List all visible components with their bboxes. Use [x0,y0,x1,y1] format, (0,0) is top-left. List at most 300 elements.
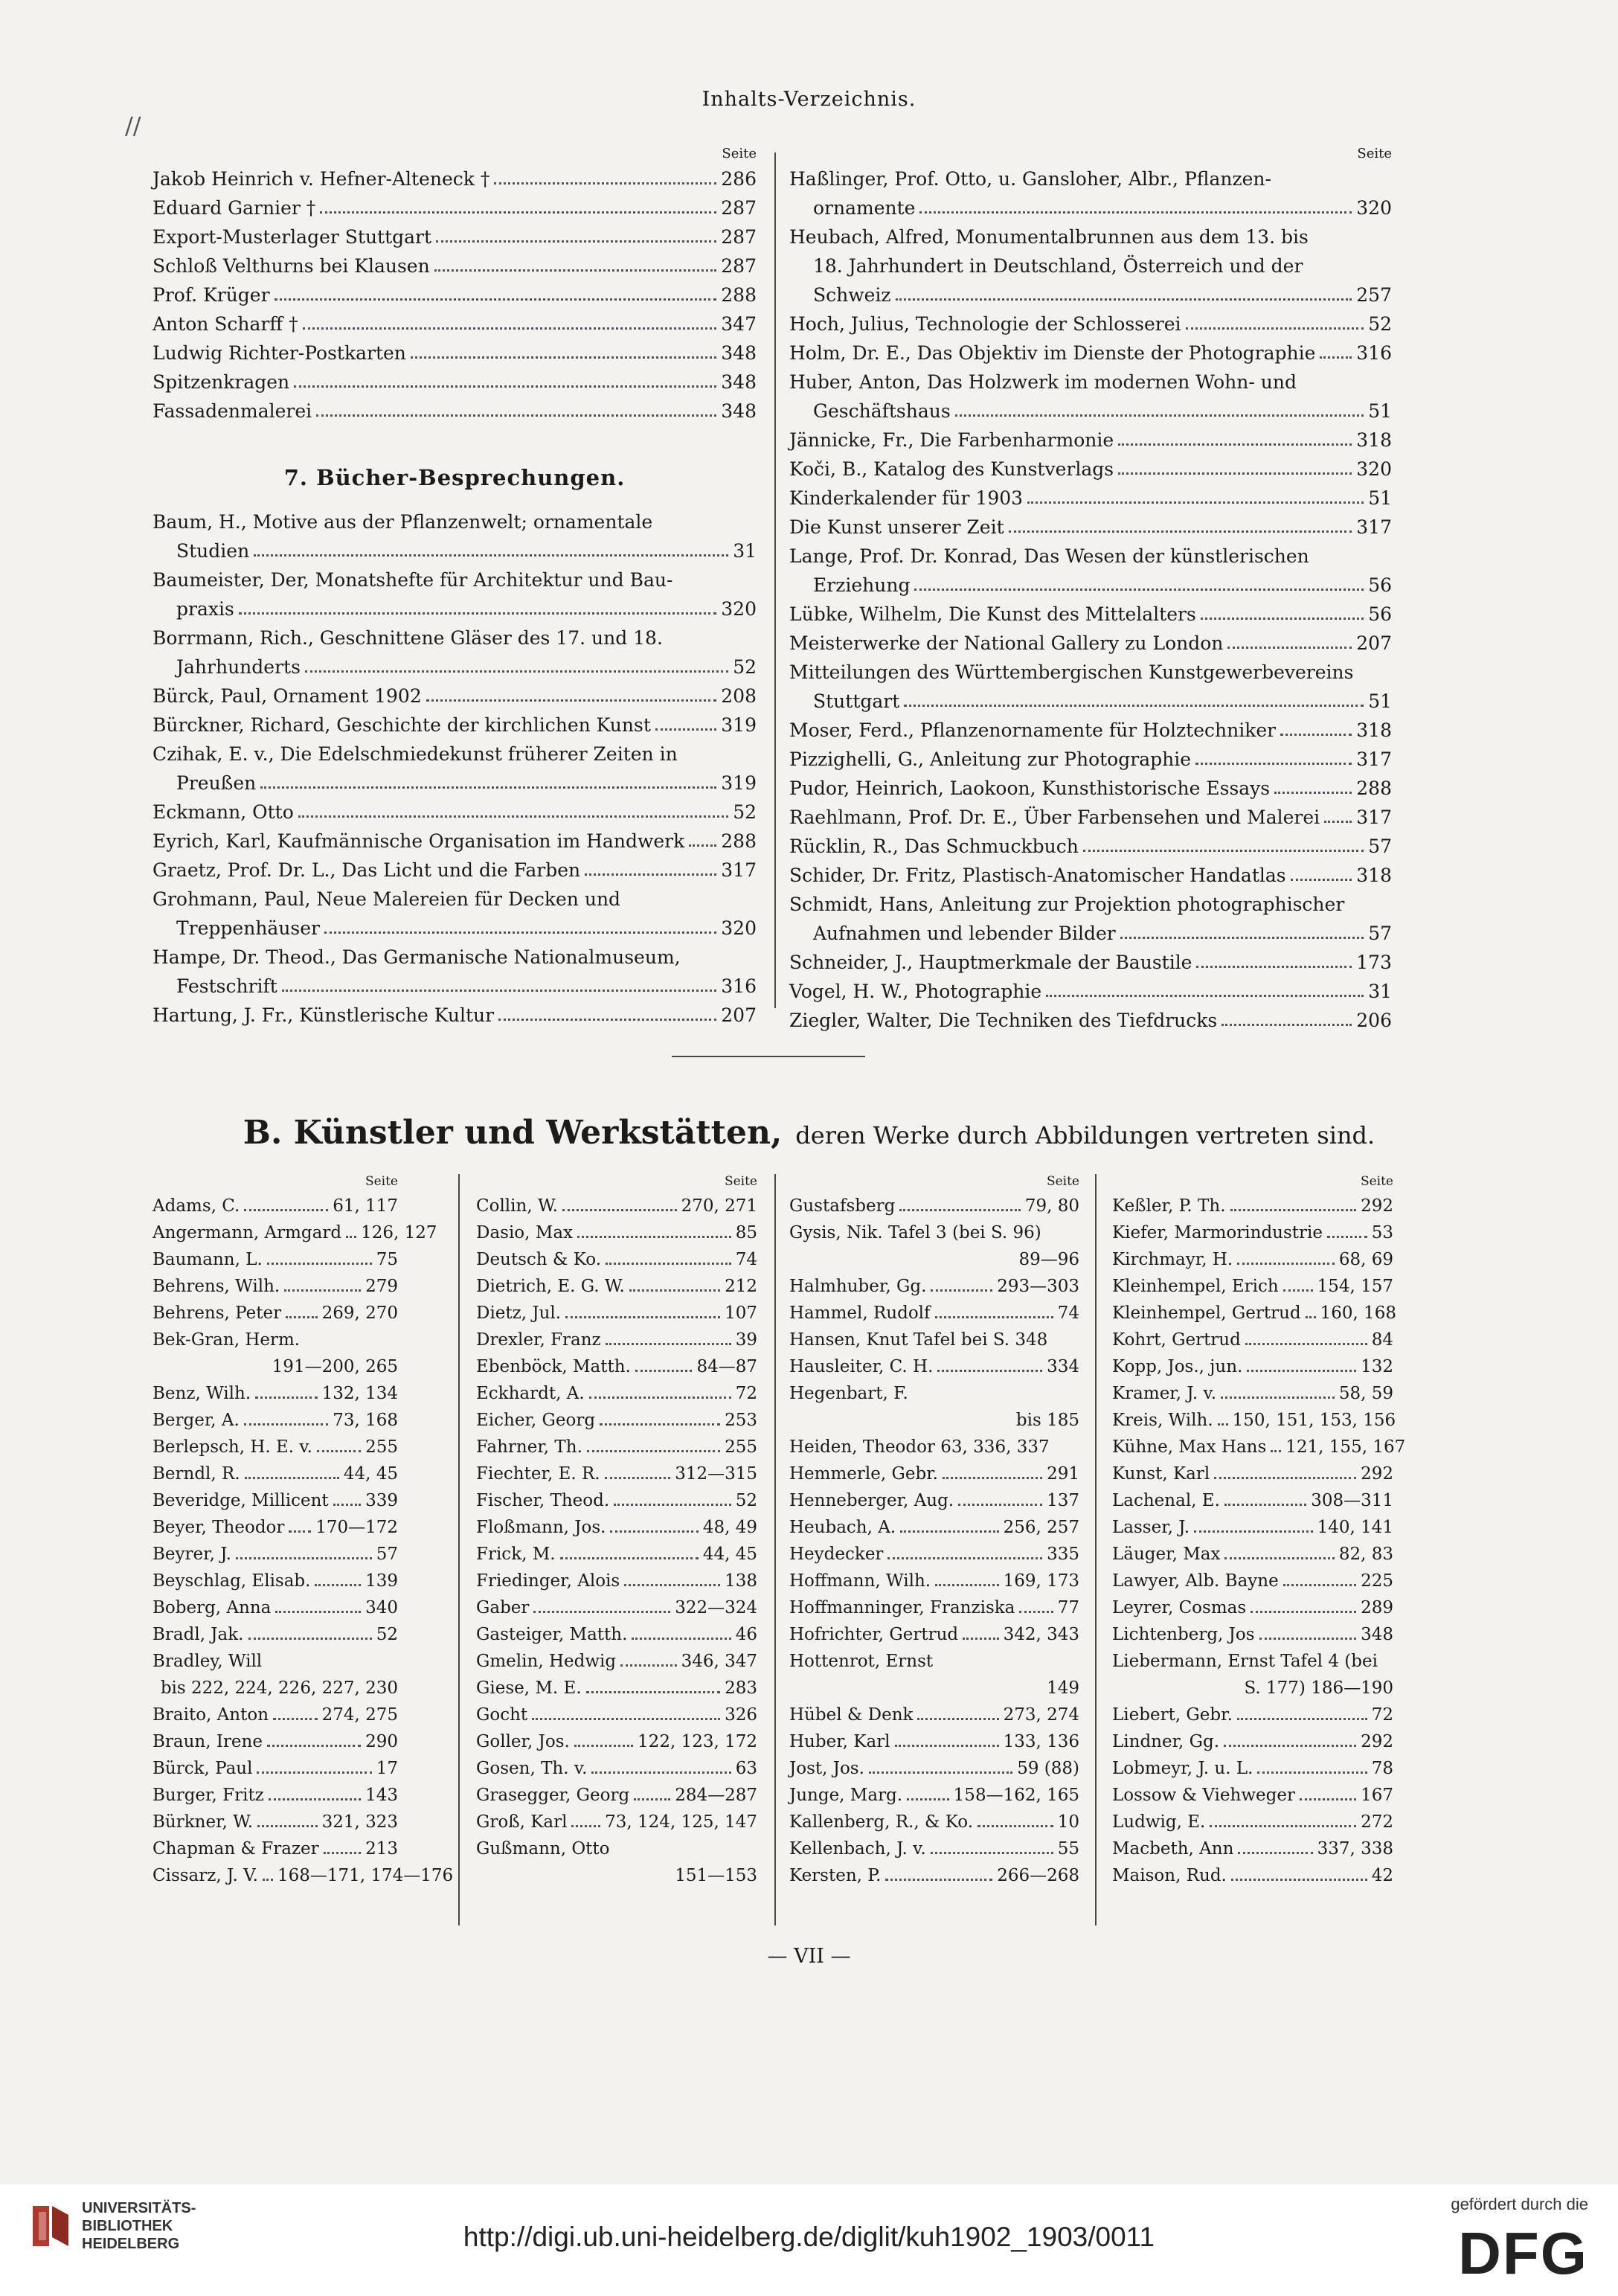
entry-title: Heydecker [789,1545,884,1564]
entry-page: 212 [725,1277,757,1296]
entry-title: Eicher, Georg [476,1411,596,1430]
entry-title: Schider, Dr. Fritz, Plastisch-Anatomischer Handatlas [789,865,1286,886]
entry-title: Mitteilungen des Württembergischen Kunstgewerbevereins [789,661,1354,683]
dot-leader [263,1879,273,1881]
artist-entry [153,1327,398,1353]
artist-entry [153,1782,398,1809]
entry-page: 320 [721,917,757,939]
dot-leader [937,1370,1042,1372]
dot-leader [1327,1236,1367,1238]
entry-page: 319 [721,714,757,736]
entry-page: 339 [365,1491,398,1510]
entry-title: Koči, B., Katalog des Kunstverlags [789,458,1114,480]
dfg-logo[interactable]: DFG [1458,2220,1588,2286]
left-books-column [153,507,757,1030]
artist-entry [1112,1353,1393,1380]
dot-leader [257,1825,317,1827]
artist-entry [153,1300,398,1327]
entry-title: Schmidt, Hans, Anleitung zur Projektion photographischer [789,894,1345,915]
entry-page: 79, 80 [1024,1196,1079,1216]
entry-continuation: Treppenhäuser [176,917,321,939]
toc-entry [153,193,757,222]
dot-leader [248,1638,372,1640]
entry-page: 269, 270 [321,1303,398,1323]
entry-title: Schneider, J., Hauptmerkmale der Baustile [789,952,1192,973]
entry-title: Burger, Fritz [153,1786,264,1805]
entry-page: 346, 347 [681,1652,757,1671]
entry-page: 318 [1356,719,1392,741]
toc-entry [789,861,1392,890]
dot-leader [904,705,1364,707]
entry-page: 84—87 [696,1357,757,1376]
artist-entry-continuation: bis 185 [1015,1411,1079,1430]
toc-entry [153,856,757,885]
artist-entry [1112,1300,1397,1327]
entry-title: Fiechter, E. R. [476,1464,600,1484]
entry-title: Bek-Gran, Herm. [153,1330,301,1350]
dot-leader [282,990,716,992]
entry-continuation: ornamente [813,197,916,219]
dot-leader [1271,1450,1281,1452]
entry-page: 255 [365,1437,398,1457]
entry-page: 257 [1356,284,1392,306]
dot-leader [899,1209,1021,1211]
entry-title: Hammel, Rudolf [789,1303,931,1323]
entry-title: Bradl, Jak. [153,1625,244,1644]
dot-leader [1245,1343,1367,1345]
entry-page: 17 [376,1759,398,1778]
dot-leader [1300,1798,1356,1800]
dot-leader [1218,1423,1228,1426]
entry-page: 317 [1356,748,1392,770]
dot-leader [267,1263,372,1265]
artist-entry [789,1862,1079,1889]
artist-entry [153,1621,398,1648]
dot-leader [586,1691,720,1693]
dot-leader [620,1664,676,1667]
toc-entry [789,1006,1392,1035]
entry-title: Gmelin, Hedwig [476,1652,617,1671]
dot-leader [289,1530,311,1533]
entry-title: Kleinhempel, Erich [1112,1277,1279,1296]
dot-leader [562,1209,677,1211]
entry-title: Eduard Garnier † [153,197,316,219]
dot-leader [275,1611,361,1613]
entry-title: Anton Scharff † [153,313,298,335]
entry-page: 75 [376,1250,398,1269]
toc-entry-continuation [789,687,1392,716]
entry-title: Grohmann, Paul, Neue Malereien für Decken und [153,888,621,910]
dot-leader [346,1236,356,1238]
entry-continuation: Schweiz [813,284,891,306]
entry-page: 334 [1047,1357,1079,1376]
artist-entry [789,1327,1079,1353]
dot-leader [436,240,716,243]
dot-leader [267,1745,361,1747]
permalink-url[interactable]: http://digi.ub.uni-heidelberg.de/diglit/kuh1902_1903/0011 [463,2222,1155,2252]
entry-page: 321, 323 [321,1812,398,1832]
artist-entry [1112,1407,1396,1434]
toc-entry [153,310,757,339]
entry-title: Friedinger, Alois [476,1571,620,1591]
artist-entry [476,1327,757,1353]
dot-leader [900,1530,998,1533]
dot-leader [606,1343,731,1345]
entry-page: 320 [1356,197,1392,219]
seite-label: Seite [724,1174,757,1189]
artist-column-3 [789,1170,1079,1889]
entry-page: 57 [376,1545,398,1564]
artist-entry [476,1380,757,1407]
toc-entry [153,280,757,310]
artist-entry [789,1755,1079,1782]
entry-page: 340 [365,1598,398,1617]
entry-title: Hemmerle, Gebr. [789,1464,938,1484]
entry-title: Lossow & Viehweger [1112,1786,1295,1805]
entry-continuation: Studien [176,540,250,562]
toc-entry-continuation [153,914,757,943]
dot-leader [1120,937,1364,939]
entry-title: Jännicke, Fr., Die Farbenharmonie [789,429,1114,451]
artist-entry [789,1219,1079,1246]
entry-title: Hampe, Dr. Theod., Das Germanische Nationalmuseum, [153,946,681,968]
entry-title: Bürck, Paul, Ornament 1902 [153,685,422,707]
artist-entry [476,1648,757,1675]
dot-leader [1247,1370,1356,1372]
entry-page: 292 [1361,1464,1393,1484]
toc-entry [789,774,1392,803]
artist-entry [476,1487,757,1514]
dot-leader [298,815,728,818]
entry-title: Leyrer, Cosmas [1112,1598,1247,1617]
entry-page: 52 [376,1625,398,1644]
toc-entry [153,368,757,397]
entry-title: Kopp, Jos., jun. [1112,1357,1243,1376]
entry-title: Eckhardt, A. [476,1384,585,1403]
dot-leader [600,1423,720,1426]
artist-entry [1112,1862,1393,1889]
artist-entry [153,1809,398,1835]
toc-entry [789,600,1392,629]
entry-page: 292 [1361,1196,1393,1216]
artist-entry [153,1862,454,1889]
column-divider [458,1174,460,1925]
dot-leader [1230,1209,1357,1211]
artist-entry [1112,1648,1393,1675]
entry-title: Liebermann, Ernst Tafel 4 (bei [1112,1652,1378,1671]
entry-title: Collin, W. [476,1196,558,1216]
entry-page: 316 [721,975,757,997]
entry-continuation: praxis [176,598,234,620]
entry-title: Haßlinger, Prof. Otto, u. Gansloher, Albr., Pflanzen- [789,168,1271,190]
entry-continuation: Erziehung [813,574,911,596]
entry-page: 286 [721,168,757,190]
toc-entry-continuation [153,652,757,682]
dot-leader [324,1852,361,1854]
dot-leader [324,931,716,934]
entry-page: 318 [1356,865,1392,886]
artist-entry [1112,1594,1393,1621]
dot-leader [532,1718,720,1720]
entry-page: 256, 257 [1003,1518,1079,1537]
entry-page: 132 [1361,1357,1393,1376]
artist-entry [476,1675,757,1702]
entry-page: 44, 45 [343,1464,398,1484]
toc-entry [789,164,1392,193]
entry-title: Chapman & Frazer [153,1839,319,1859]
library-name-line: BIBLIOTHEK [82,2218,173,2234]
artist-entry [789,1782,1079,1809]
dot-leader [1221,1024,1352,1026]
entry-title: Gustafsberg [789,1196,896,1216]
artist-entry [476,1193,757,1219]
entry-title: Heubach, Alfred, Monumentalbrunnen aus dem 13. bis [789,226,1309,248]
artist-entry [1112,1702,1393,1728]
artist-entry [789,1835,1079,1862]
entry-page: 160, 168 [1320,1303,1397,1323]
seite-label: Seite [1357,146,1392,161]
artist-entry [153,1460,398,1487]
entry-continuation: Geschäftshaus [813,400,951,422]
artist-entry-continuation: 89—96 [1018,1250,1079,1269]
toc-entry [789,977,1392,1006]
artist-entry [476,1514,757,1541]
entry-page: 283 [725,1678,757,1698]
entry-page: 84 [1371,1330,1393,1350]
left-column [153,144,757,426]
entry-title: Rücklin, R., Das Schmuckbuch [789,836,1079,857]
page-number: — VII — [767,1945,851,1968]
artist-entry [789,1648,1079,1675]
dot-leader [1283,1584,1356,1586]
toc-entry-continuation [789,280,1392,310]
dot-leader [1231,1879,1367,1881]
entry-page: 158—162, 165 [953,1786,1079,1805]
dot-leader [896,298,1352,301]
entry-title: Frick, M. [476,1545,556,1564]
artist-entry [1112,1621,1393,1648]
entry-page: 52 [733,801,757,823]
artist-entry [476,1407,757,1434]
dot-leader [1019,1611,1053,1613]
dot-leader [303,327,717,330]
entry-page: 308—311 [1311,1491,1393,1510]
entry-title: Hegenbart, F. [789,1384,908,1403]
artist-entry [1112,1487,1393,1514]
entry-title: Ludwig, E. [1112,1812,1206,1832]
entry-title: Fassadenmalerei [153,400,312,422]
entry-page: 287 [721,226,757,248]
dot-leader [629,1289,720,1292]
dot-leader [577,1236,731,1238]
artist-entry [1112,1809,1393,1835]
dot-leader [917,1718,998,1720]
entry-title: Lichtenberg, Jos [1112,1625,1255,1644]
entry-page: 322—324 [675,1598,757,1617]
entry-title: Heiden, Theodor 63, 336, 337 [789,1437,1050,1457]
entry-title: Huber, Karl [789,1732,890,1751]
dot-leader [560,1557,699,1559]
dot-leader [257,1771,371,1774]
artist-entry [476,1728,757,1755]
entry-page: 133, 136 [1003,1732,1079,1751]
dot-leader [587,1450,720,1452]
toc-entry-continuation [789,919,1392,948]
toc-entry [153,682,757,711]
entry-title: Gaber [476,1598,530,1617]
entry-page: 168—171, 174—176 [277,1866,454,1885]
entry-title: Behrens, Wilh. [153,1277,280,1296]
artist-entry [1112,1541,1393,1568]
artist-entry [789,1353,1079,1380]
dot-leader [284,1289,361,1292]
dot-leader [574,1745,633,1747]
entry-page: 320 [721,598,757,620]
toc-entry-continuation [789,193,1392,222]
entry-page: 253 [725,1411,757,1430]
dot-leader [1083,850,1364,852]
toc-entry [789,629,1392,658]
toc-entry [153,623,757,652]
artist-entry [1112,1835,1393,1862]
entry-title: Holm, Dr. E., Das Objektiv im Dienste der Photographie [789,342,1316,364]
entry-title: Berlepsch, H. E. v. [153,1437,312,1457]
dot-leader [1237,1718,1367,1720]
entry-title: Behrens, Peter [153,1303,282,1323]
entry-page: 272 [1361,1812,1393,1832]
dot-leader [294,385,716,388]
artist-entry [153,1568,398,1594]
entry-title: Heubach, A. [789,1518,896,1537]
dot-leader [1118,443,1352,446]
entry-title: Kirchmayr, H. [1112,1250,1233,1269]
dot-leader [943,1477,1042,1479]
entry-page: 56 [1368,574,1392,596]
column-divider [1095,1174,1097,1925]
section-b-heading [0,1114,1618,1152]
dot-leader [315,1584,361,1586]
artist-entry [153,1273,398,1300]
entry-page: 58, 59 [1338,1384,1393,1403]
toc-entry-continuation [153,769,757,798]
artist-entry [153,1407,398,1434]
entry-title: Hübel & Denk [789,1705,914,1725]
entry-title: Kiefer, Marmorindustrie [1112,1223,1323,1242]
artist-entry [1112,1273,1393,1300]
entry-page: 170—172 [315,1518,398,1537]
entry-title: Pizzighelli, G., Anleitung zur Photographie [789,748,1191,770]
artist-entry-continuation: 191—200, 265 [272,1357,398,1376]
entry-continuation: 18. Jahrhundert in Deutschland, Österreich und der [813,255,1303,277]
entry-title: Meisterwerke der National Gallery zu London [789,632,1224,654]
artist-entry [1112,1193,1393,1219]
entry-title: Beyschlag, Elisab. [153,1571,311,1591]
entry-title: Braun, Irene [153,1732,263,1751]
toc-entry [789,513,1392,542]
section-b-subtitle: deren Werke durch Abbildungen vertreten sind. [795,1121,1375,1149]
entry-title: Baumann, L. [153,1250,263,1269]
entry-page: 319 [721,772,757,794]
entry-page: 317 [721,859,757,881]
entry-page: 68, 69 [1338,1250,1393,1269]
entry-title: Lindner, Gg. [1112,1732,1220,1751]
entry-page: 78 [1371,1759,1393,1778]
artist-entry [153,1380,398,1407]
left-top-list [153,164,757,426]
dot-leader [935,1316,1053,1318]
dot-leader [255,1396,317,1399]
artist-entry [1112,1380,1393,1407]
artist-entry [1112,1460,1393,1487]
artist-entry [153,1219,437,1246]
entry-title: Gußmann, Otto [476,1839,610,1859]
entry-page: 326 [725,1705,757,1725]
toc-entry [153,222,757,251]
entry-title: Ebenböck, Matth. [476,1357,631,1376]
dot-leader [1306,1316,1316,1318]
entry-title: Pudor, Heinrich, Laokoon, Kunsthistorische Essays [789,777,1271,799]
entry-continuation: Jahrhunderts [176,656,301,678]
artist-entry [476,1702,757,1728]
entry-title: Fahrner, Th. [476,1437,582,1457]
sponsor-label: gefördert durch die [1451,2195,1588,2213]
artist-entry [789,1380,1079,1407]
toc-entry [153,1001,757,1030]
entry-page: 51 [1368,487,1392,509]
entry-page: 57 [1368,836,1392,857]
entry-page: 167 [1361,1786,1393,1805]
entry-title: Deutsch & Ko. [476,1250,602,1269]
entry-title: Liebert, Gebr. [1112,1705,1233,1725]
left-books-list [153,507,757,1030]
entry-title: Groß, Karl [476,1812,568,1832]
dot-leader [1224,1745,1356,1747]
toc-entry-continuation [153,536,757,565]
dot-leader [305,670,728,673]
entry-title: Lawyer, Alb. Bayne [1112,1571,1279,1591]
artist-entry [153,1594,398,1621]
entry-title: Eckmann, Otto [153,801,294,823]
entry-page: 169, 173 [1003,1571,1079,1591]
artist-entry [789,1487,1079,1514]
dot-leader [591,1771,731,1774]
artist-entry [789,1702,1079,1728]
entry-title: Borrmann, Rich., Geschnittene Gläser des 17. und 18. [153,627,663,649]
toc-entry [153,885,757,914]
dot-leader [963,1638,998,1640]
toc-entry [789,368,1392,397]
artist-entry [1112,1219,1393,1246]
toc-entry [789,339,1392,368]
entry-title: Kunst, Karl [1112,1464,1210,1484]
entry-page: 150, 151, 153, 156 [1232,1411,1396,1430]
toc-entry [789,310,1392,339]
dot-leader [320,211,716,214]
artist-entry [153,1541,398,1568]
entry-page: 31 [733,540,757,562]
entry-page: 342, 343 [1003,1625,1079,1644]
artist-entry-continuation: bis 222, 224, 226, 227, 230 [160,1678,398,1698]
entry-title: Beyer, Theodor [153,1518,285,1537]
dot-leader [244,1423,328,1426]
toc-entry [789,716,1392,745]
entry-page: 292 [1361,1732,1393,1751]
entry-title: Hoch, Julius, Technologie der Schlosserei [789,313,1181,335]
entry-page: 138 [725,1571,757,1591]
entry-page: 137 [1047,1491,1079,1510]
dot-leader [1195,763,1352,765]
artist-entry [1112,1514,1393,1541]
